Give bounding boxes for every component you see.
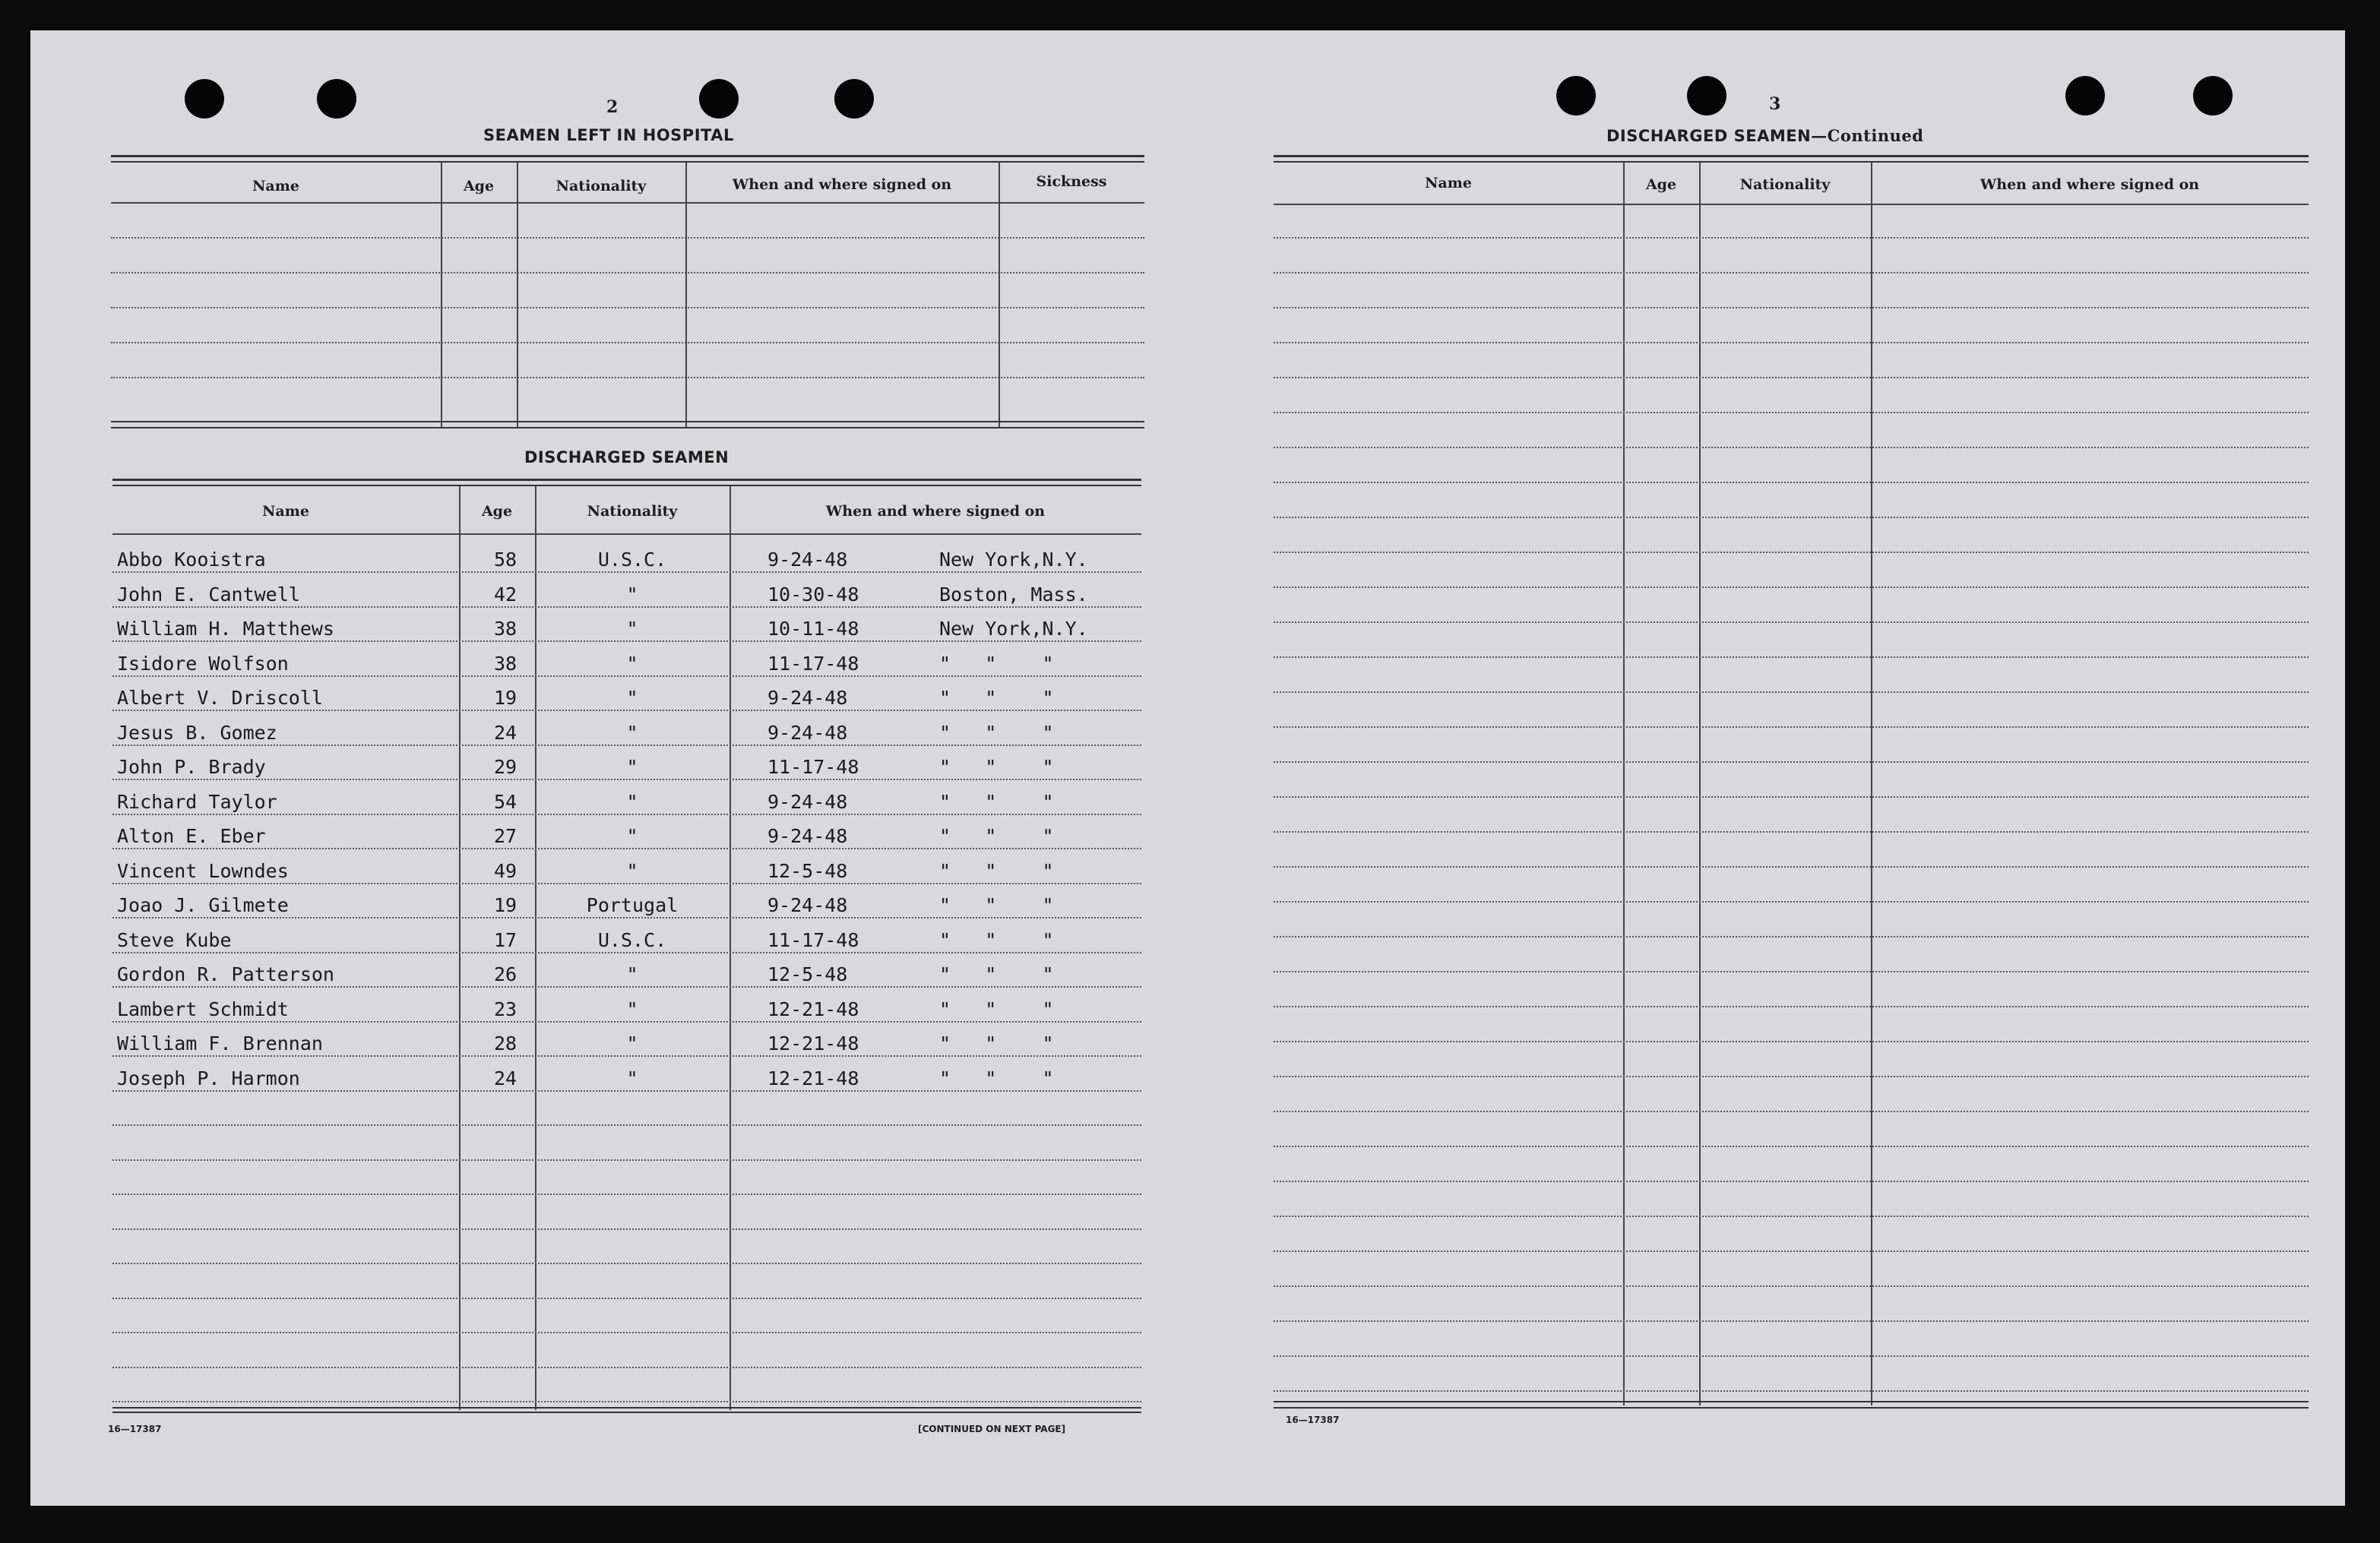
ruled-line [1274, 552, 2309, 553]
cell-nationality: " [626, 652, 638, 675]
cell-place: " " " [939, 1067, 1054, 1089]
ruled-line [1274, 761, 2309, 763]
continued-col-age: Age [1645, 176, 1677, 193]
hospital-col-age: Age [463, 178, 495, 194]
punch-hole [317, 79, 356, 119]
cell-place: Boston, Mass. [939, 583, 1088, 606]
table-row [112, 688, 1141, 711]
table-row [112, 1034, 1141, 1057]
cell-date: 12-5-48 [767, 859, 848, 882]
cell-place: " " " [939, 1032, 1054, 1054]
cell-age: 29 [494, 756, 517, 778]
form-number-right: 16—17387 [1286, 1415, 1340, 1425]
table-row [112, 619, 1141, 642]
table-row [112, 654, 1141, 677]
cell-place: " " " [939, 652, 1054, 675]
discharged-section-title: DISCHARGED SEAMEN [524, 448, 730, 466]
cell-name: Gordon R. Patterson [117, 963, 334, 985]
cell-age: 19 [494, 894, 517, 916]
ruled-line [1274, 691, 2309, 693]
ruled-line [1274, 1251, 2309, 1252]
cell-date: 9-24-48 [767, 549, 848, 571]
cell-date: 9-24-48 [767, 825, 848, 847]
cell-name: Joao J. Gilmete [117, 894, 289, 916]
ruled-line [1274, 412, 2309, 413]
continued-col-name: Name [1425, 175, 1472, 191]
cell-nationality: " [626, 1032, 638, 1054]
ruled-line [1274, 1181, 2309, 1182]
cell-name: Jesus B. Gomez [117, 721, 277, 744]
ruled-line [1274, 971, 2309, 972]
ruled-line [1274, 307, 2309, 308]
cell-nationality: " [626, 687, 638, 709]
ruled-line [1274, 482, 2309, 483]
cell-date: 12-21-48 [767, 998, 859, 1020]
cell-date: 11-17-48 [767, 652, 859, 675]
punch-hole [2065, 76, 2105, 115]
table-row [112, 965, 1141, 988]
cell-date: 9-24-48 [767, 790, 848, 813]
cell-name: Richard Taylor [117, 790, 277, 813]
cell-place: " " " [939, 790, 1054, 813]
cell-date: 9-24-48 [767, 894, 848, 916]
ruled-line [1274, 1285, 2309, 1287]
cell-place: " " " [939, 928, 1054, 951]
cell-place: " " " [939, 825, 1054, 847]
hospital-table [111, 155, 1144, 459]
cell-nationality: " [626, 756, 638, 778]
right-section-title [1606, 126, 1923, 145]
cell-place: " " " [939, 963, 1054, 985]
discharged-col-signed-on: When and where signed on [825, 503, 1046, 520]
ruled-line [1274, 656, 2309, 658]
ruled-line [1274, 1006, 2309, 1007]
page-number-right: 3 [1769, 94, 1781, 114]
cell-name: Joseph P. Harmon [117, 1067, 300, 1089]
continued-note: [CONTINUED ON NEXT PAGE] [918, 1424, 1066, 1434]
cell-age: 38 [494, 618, 517, 640]
cell-place: " " " [939, 894, 1054, 916]
table-row [112, 1069, 1141, 1092]
cell-date: 11-17-48 [767, 756, 859, 778]
ruled-line [1274, 342, 2309, 343]
hospital-col-signed-on: When and where signed on [732, 176, 952, 193]
ruled-line [1274, 936, 2309, 937]
cell-age: 49 [494, 859, 517, 882]
cell-name: Steve Kube [117, 928, 232, 951]
cell-nationality: " [626, 618, 638, 640]
cell-nationality: " [626, 825, 638, 847]
cell-age: 19 [494, 687, 517, 709]
ruled-line [1274, 1320, 2309, 1322]
table-row [112, 896, 1141, 919]
continued-col-nationality: Nationality [1739, 176, 1831, 193]
cell-age: 42 [494, 583, 517, 606]
right-section-title-continued: —Continued [1811, 126, 1924, 145]
cell-age: 24 [494, 1067, 517, 1089]
discharged-col-nationality: Nationality [587, 503, 678, 520]
ruled-line [112, 1332, 1141, 1333]
ruled-line [112, 1367, 1141, 1368]
form-number-left: 16—17387 [108, 1424, 162, 1434]
table-row [112, 757, 1141, 780]
ruled-line [1274, 901, 2309, 903]
cell-nationality: " [626, 963, 638, 985]
ruled-line [1274, 796, 2309, 798]
ruled-line [112, 1298, 1141, 1299]
cell-name: Alton E. Eber [117, 825, 266, 847]
cell-nationality: Portugal [586, 894, 679, 916]
table-row [112, 792, 1141, 815]
hospital-col-sickness: Sickness [1036, 173, 1107, 190]
table-row [112, 1000, 1141, 1023]
cell-date: 12-21-48 [767, 1067, 859, 1089]
discharged-continued-table [1274, 155, 2309, 1416]
cell-nationality: U.S.C. [597, 928, 667, 951]
ruled-line [1274, 726, 2309, 728]
cell-date: 10-30-48 [767, 583, 859, 606]
ruled-line [112, 1124, 1141, 1126]
hospital-col-nationality: Nationality [555, 178, 647, 194]
cell-nationality: " [626, 583, 638, 606]
cell-nationality: " [626, 790, 638, 813]
table-row [112, 723, 1141, 746]
ruled-line [1274, 377, 2309, 378]
cell-age: 17 [494, 928, 517, 951]
cell-name: Lambert Schmidt [117, 998, 289, 1020]
ruled-line [1274, 587, 2309, 588]
cell-nationality: " [626, 998, 638, 1020]
right-section-title-main: DISCHARGED SEAMEN [1606, 127, 1812, 145]
cell-age: 54 [494, 790, 517, 813]
cell-date: 9-24-48 [767, 721, 848, 744]
cell-age: 28 [494, 1032, 517, 1054]
cell-age: 38 [494, 652, 517, 675]
table-row [112, 928, 1141, 953]
ruled-line [112, 1263, 1141, 1264]
cell-age: 27 [494, 825, 517, 847]
ruled-line [1274, 1146, 2309, 1147]
discharged-table [112, 479, 1141, 1421]
cell-age: 58 [494, 549, 517, 571]
ruled-line [1274, 1355, 2309, 1357]
cell-name: Vincent Lowndes [117, 859, 289, 882]
punch-hole [834, 79, 874, 119]
cell-place: " " " [939, 687, 1054, 709]
table-row [112, 827, 1141, 849]
cell-age: 23 [494, 998, 517, 1020]
cell-name: Abbo Kooistra [117, 549, 266, 571]
ruled-line [112, 1159, 1141, 1161]
ruled-line [1274, 1216, 2309, 1217]
ruled-line [1274, 272, 2309, 274]
cell-name: William H. Matthews [117, 618, 334, 640]
table-row [112, 585, 1141, 608]
cell-age: 24 [494, 721, 517, 744]
ruled-line [1274, 621, 2309, 623]
cell-name: William F. Brennan [117, 1032, 323, 1054]
cell-name: Isidore Wolfson [117, 652, 289, 675]
table-row [112, 550, 1141, 573]
ruled-line [1274, 237, 2309, 239]
ruled-line [112, 1194, 1141, 1195]
continued-col-signed-on: When and where signed on [1980, 176, 2200, 193]
punch-hole [185, 79, 224, 119]
hospital-section-title: SEAMEN LEFT IN HOSPITAL [483, 126, 734, 144]
cell-place: New York,N.Y. [939, 618, 1088, 640]
punch-hole [1687, 76, 1726, 115]
cell-nationality: U.S.C. [597, 549, 667, 571]
cell-place: " " " [939, 859, 1054, 882]
cell-age: 26 [494, 963, 517, 985]
cell-place: New York,N.Y. [939, 549, 1088, 571]
cell-nationality: " [626, 721, 638, 744]
punch-hole [1556, 76, 1596, 115]
table-row [112, 859, 1141, 884]
ruled-line [1274, 866, 2309, 868]
ruled-line [1274, 1076, 2309, 1077]
cell-nationality: " [626, 859, 638, 882]
discharged-col-name: Name [262, 503, 309, 520]
cell-date: 10-11-48 [767, 618, 859, 640]
cell-place: " " " [939, 721, 1054, 744]
page-number-left: 2 [606, 97, 619, 117]
cell-place: " " " [939, 756, 1054, 778]
cell-name: John E. Cantwell [117, 583, 300, 606]
ruled-line [1274, 447, 2309, 448]
punch-hole [699, 79, 739, 119]
ruled-line [112, 1228, 1141, 1230]
cell-name: John P. Brady [117, 756, 266, 778]
document-sheet [30, 30, 2345, 1506]
cell-name: Albert V. Driscoll [117, 687, 323, 709]
ruled-line [1274, 831, 2309, 833]
discharged-col-age: Age [481, 503, 513, 520]
ruled-line [1274, 1390, 2309, 1392]
ruled-line [1274, 517, 2309, 518]
ruled-line [112, 1401, 1141, 1402]
punch-hole [2193, 76, 2233, 115]
cell-date: 12-21-48 [767, 1032, 859, 1054]
cell-place: " " " [939, 998, 1054, 1020]
hospital-col-name: Name [252, 178, 299, 194]
cell-date: 11-17-48 [767, 928, 859, 951]
ruled-line [1274, 1111, 2309, 1112]
cell-date: 9-24-48 [767, 687, 848, 709]
cell-date: 12-5-48 [767, 963, 848, 985]
cell-nationality: " [626, 1067, 638, 1089]
ruled-line [1274, 1041, 2309, 1042]
